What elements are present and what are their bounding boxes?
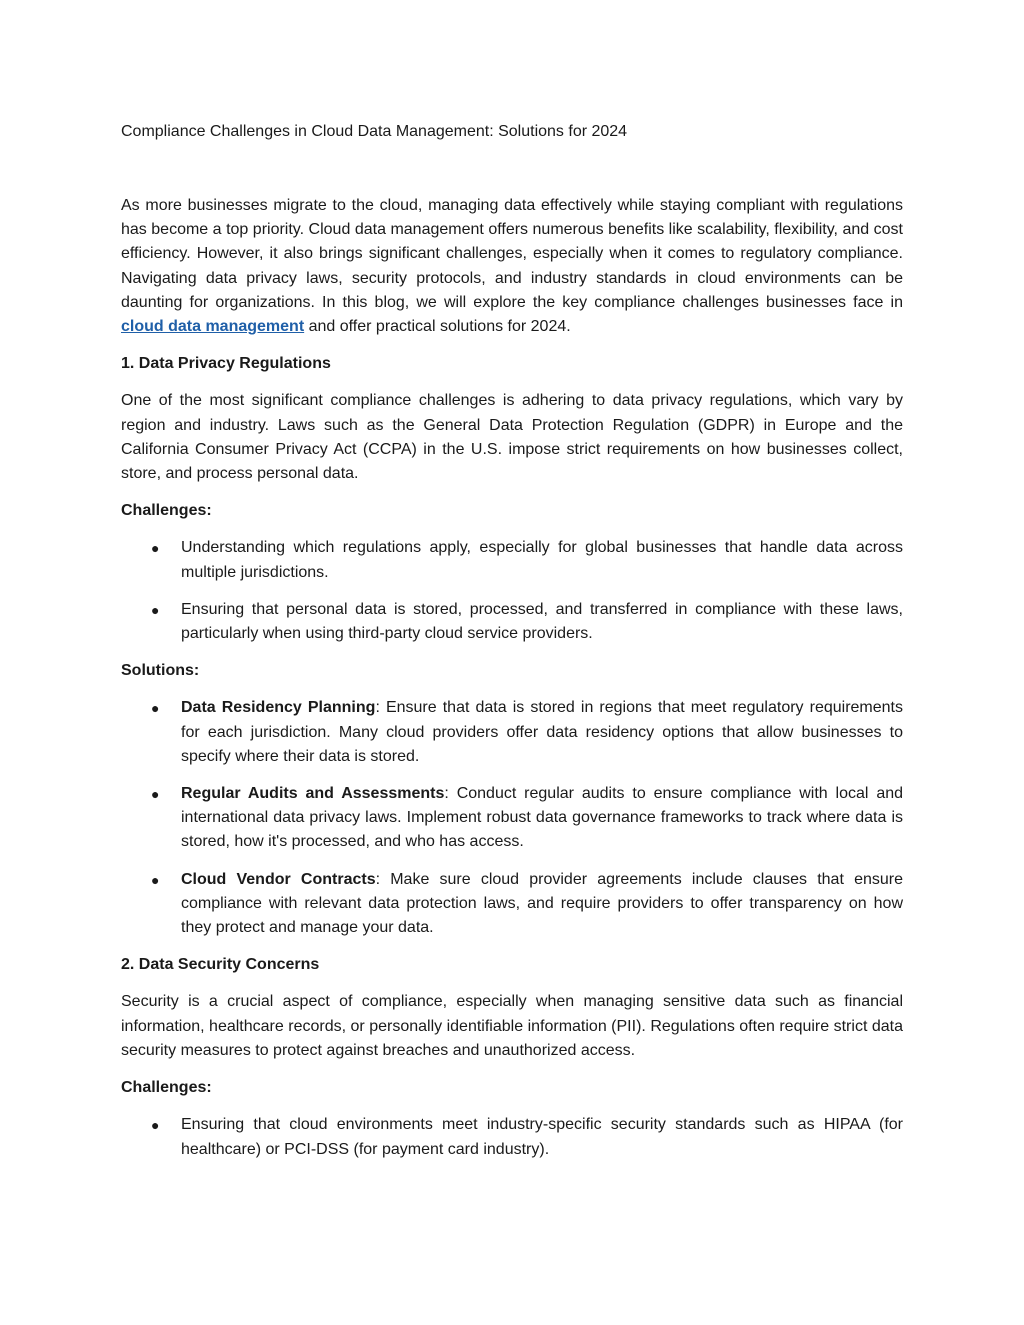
section-1-solutions-heading: Solutions: [121,662,200,680]
section-2-challenges-list [121,1113,903,1161]
document-title: Compliance Challenges in Cloud Data Management: Solutions for 2024 [121,123,628,140]
section-2-body: Security is a crucial aspect of compliance, especially when managing sensitive data such as financial information, healthcare records, or personally identifiable information (PII). Regulations often require strict data security measures to protect against breaches and unauthorized access. [121,993,903,1059]
solution-term: Cloud Vendor Contracts [181,870,376,888]
section-2-heading: 2. Data Security Concerns [121,956,320,974]
section-1-heading: 1. Data Privacy Regulations [121,355,331,373]
solution-term: Regular Audits and Assessments [181,785,445,803]
list-item: ● Regular Audits and Assessments: Conduct regular audits to ensure compliance with local and international data privacy laws. Implement robust data governance frameworks to track where data is stored, how it's processed, and who has access. [181,782,903,855]
list-item: ● Ensuring that personal data is stored, processed, and transferred in compliance with these laws, particularly when using third-party cloud service providers. [181,598,903,646]
solution-term: Data Residency Planning [181,699,376,717]
bullet-icon: ● [151,786,160,803]
list-item: ● Cloud Vendor Contracts: Make sure cloud provider agreements include clauses that ensure compliance with relevant data protection laws, and require providers to offer transparency on how they protect and manage your data. [181,868,903,941]
section-1-solutions-list [121,696,903,940]
section-1-challenges-list [121,536,903,646]
list-item: ● Data Residency Planning: Ensure that data is stored in regions that meet regulatory requirements for each jurisdiction. Many cloud providers offer data residency options that allow businesses to specify where their data is stored. [181,696,903,769]
bullet-icon: ● [151,601,160,618]
intro-paragraph [121,194,903,339]
bullet-icon: ● [151,540,160,557]
section-1-challenges-heading: Challenges: [121,502,212,520]
bullet-icon: ● [151,1117,160,1134]
list-item: ● Understanding which regulations apply, especially for global businesses that handle data across multiple jurisdictions. [181,536,903,584]
bullet-icon: ● [151,871,160,888]
cloud-data-management-link[interactable]: cloud data management [121,318,305,336]
bullet-icon: ● [151,700,160,717]
list-item: ● Ensuring that cloud environments meet industry-specific security standards such as HIPAA (for healthcare) or PCI-DSS (for payment card industry). [181,1113,903,1161]
section-1-body: One of the most significant compliance challenges is adhering to data privacy regulations, which vary by region and industry. Laws such as the General Data Protection Regulation (GDPR) in Europe and the California Consumer Privacy Act (CCPA) in the U.S. impose strict requirements on how businesses collect, store, and process personal data. [121,392,903,483]
section-2-challenges-heading: Challenges: [121,1079,212,1097]
intro-text-after-link: and offer practical solutions for 2024. [304,318,571,336]
intro-text-before-link: As more businesses migrate to the cloud, managing data effectively while staying compliant with regulations has become a top priority. Cloud data management offers numerous benefits like scalability, flexibility, and cost efficiency. However, it also brings significant challenges, especially when it comes to regulatory compliance. Navigating data privacy laws, security protocols, and industry standards in cloud environments can be daunting for organizations. In this blog, we will explore the key compliance challenges businesses face in [121,197,903,311]
